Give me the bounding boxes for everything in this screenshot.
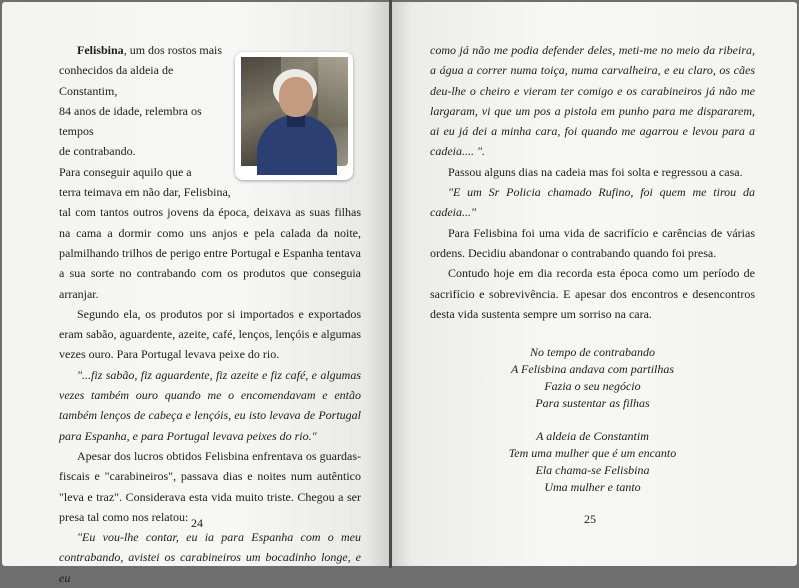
intro-line: conhecidos da aldeia de Constantim, [59,63,174,98]
paragraph-sacrifice: Para Felisbina foi uma vida de sacrifício e carências de várias ordens. Decidiu abandonar o contrabando quando foi presa. [430,225,755,260]
quote-products: "...fiz sabão, fiz aguardente, fiz azeite e fiz café, e algumas vezes também ouro quando me o encomendavam e então também lenços de cabeça e lençóis, eu isto levava de Portugal para Espanha, e para Portugal levava peixes do rio." [59,367,361,443]
poem-line: A aldeia de Constantim [536,429,649,444]
poem-line: Tem uma mulher que é um encanto [508,446,677,461]
paragraph-released: Passou alguns dias na cadeia mas foi solta e regressou a casa. [448,164,743,179]
page-number-right: 25 [584,512,596,526]
quote-rufino: "E um Sr Policia chamado Rufino, foi quem me tirou da cadeia..." [430,185,755,220]
poem-line: Fazia o seu negócio [544,379,641,394]
poem-line: Uma mulher e tanto [544,480,641,495]
intro-line: 84 anos de idade, relembra os tempos [59,103,202,139]
right-page [392,2,797,566]
paragraph-products: Segundo ela, os produtos por si importados e exportados eram sabão, aguardente, azeite, café, lenços, lençóis e algumas vezes ouro. Para Portugal levava peixe do rio. [59,306,361,362]
para1-line: Para conseguir aquilo que a [59,164,192,179]
quote-story-start: "Eu vou-lhe contar, eu ia para Espanha com o meu contrabando, avistei os carabineiros um bocadinho longe, e eu [59,530,361,585]
poem [430,344,755,496]
intro-name: Felisbina [77,43,124,57]
paragraph-guards: Apesar dos lucros obtidos Felisbina enfrentava os guardas-fiscais e "carabineiros", passava dias e noites num autêntico "leva e traz". Considerava esta vida muito triste. Chegou a ser presa tal como nos relatou: [59,448,361,524]
poem-line: Ela chama-se Felisbina [535,463,650,478]
page-number-left: 24 [191,516,203,530]
para1-rest: tal com tantos outros jovens da época, deixava as suas filhas na cama a dormir como uns anjos e pela calada da noite, palmilhando trilhos de perigo entre Portugal e Espanha tentava a sua sorte no contrabando com os produtos que conseguia arranjar. [59,205,361,301]
quote-story-cont: como já não me podia defender deles, meti-me no meio da ribeira, a água a correr numa toiça, numa carvalheira, e eu claro, os cães deu-lhe o cheiro e vieram ter comigo e os carabineiros já não me largaram, vi que um pos a pistola em punho para me dispararem, ai eu já dei a minha cara, foi quando me agarrou e levou para a cadeia.... ". [430,43,755,159]
left-text-column [59,40,361,588]
paragraph-today: Contudo hoje em dia recorda esta época como um período de sacrifício e sobrevivência. E apesar dos encontros e desencontros desta vida sustenta sempre um sorriso na cara. [430,266,755,321]
right-text-column [430,40,755,496]
left-page [2,2,389,585]
poem-line: A Felisbina andava com partilhas [510,362,675,377]
poem-line: Para sustentar as filhas [535,396,650,411]
para1-line: terra teimava em não dar, Felisbina, [59,185,231,200]
poem-line: No tempo de contrabando [530,345,655,360]
intro-line: Felisbina, um dos rostos mais [77,43,223,57]
intro-line: de contrabando. [59,144,136,159]
